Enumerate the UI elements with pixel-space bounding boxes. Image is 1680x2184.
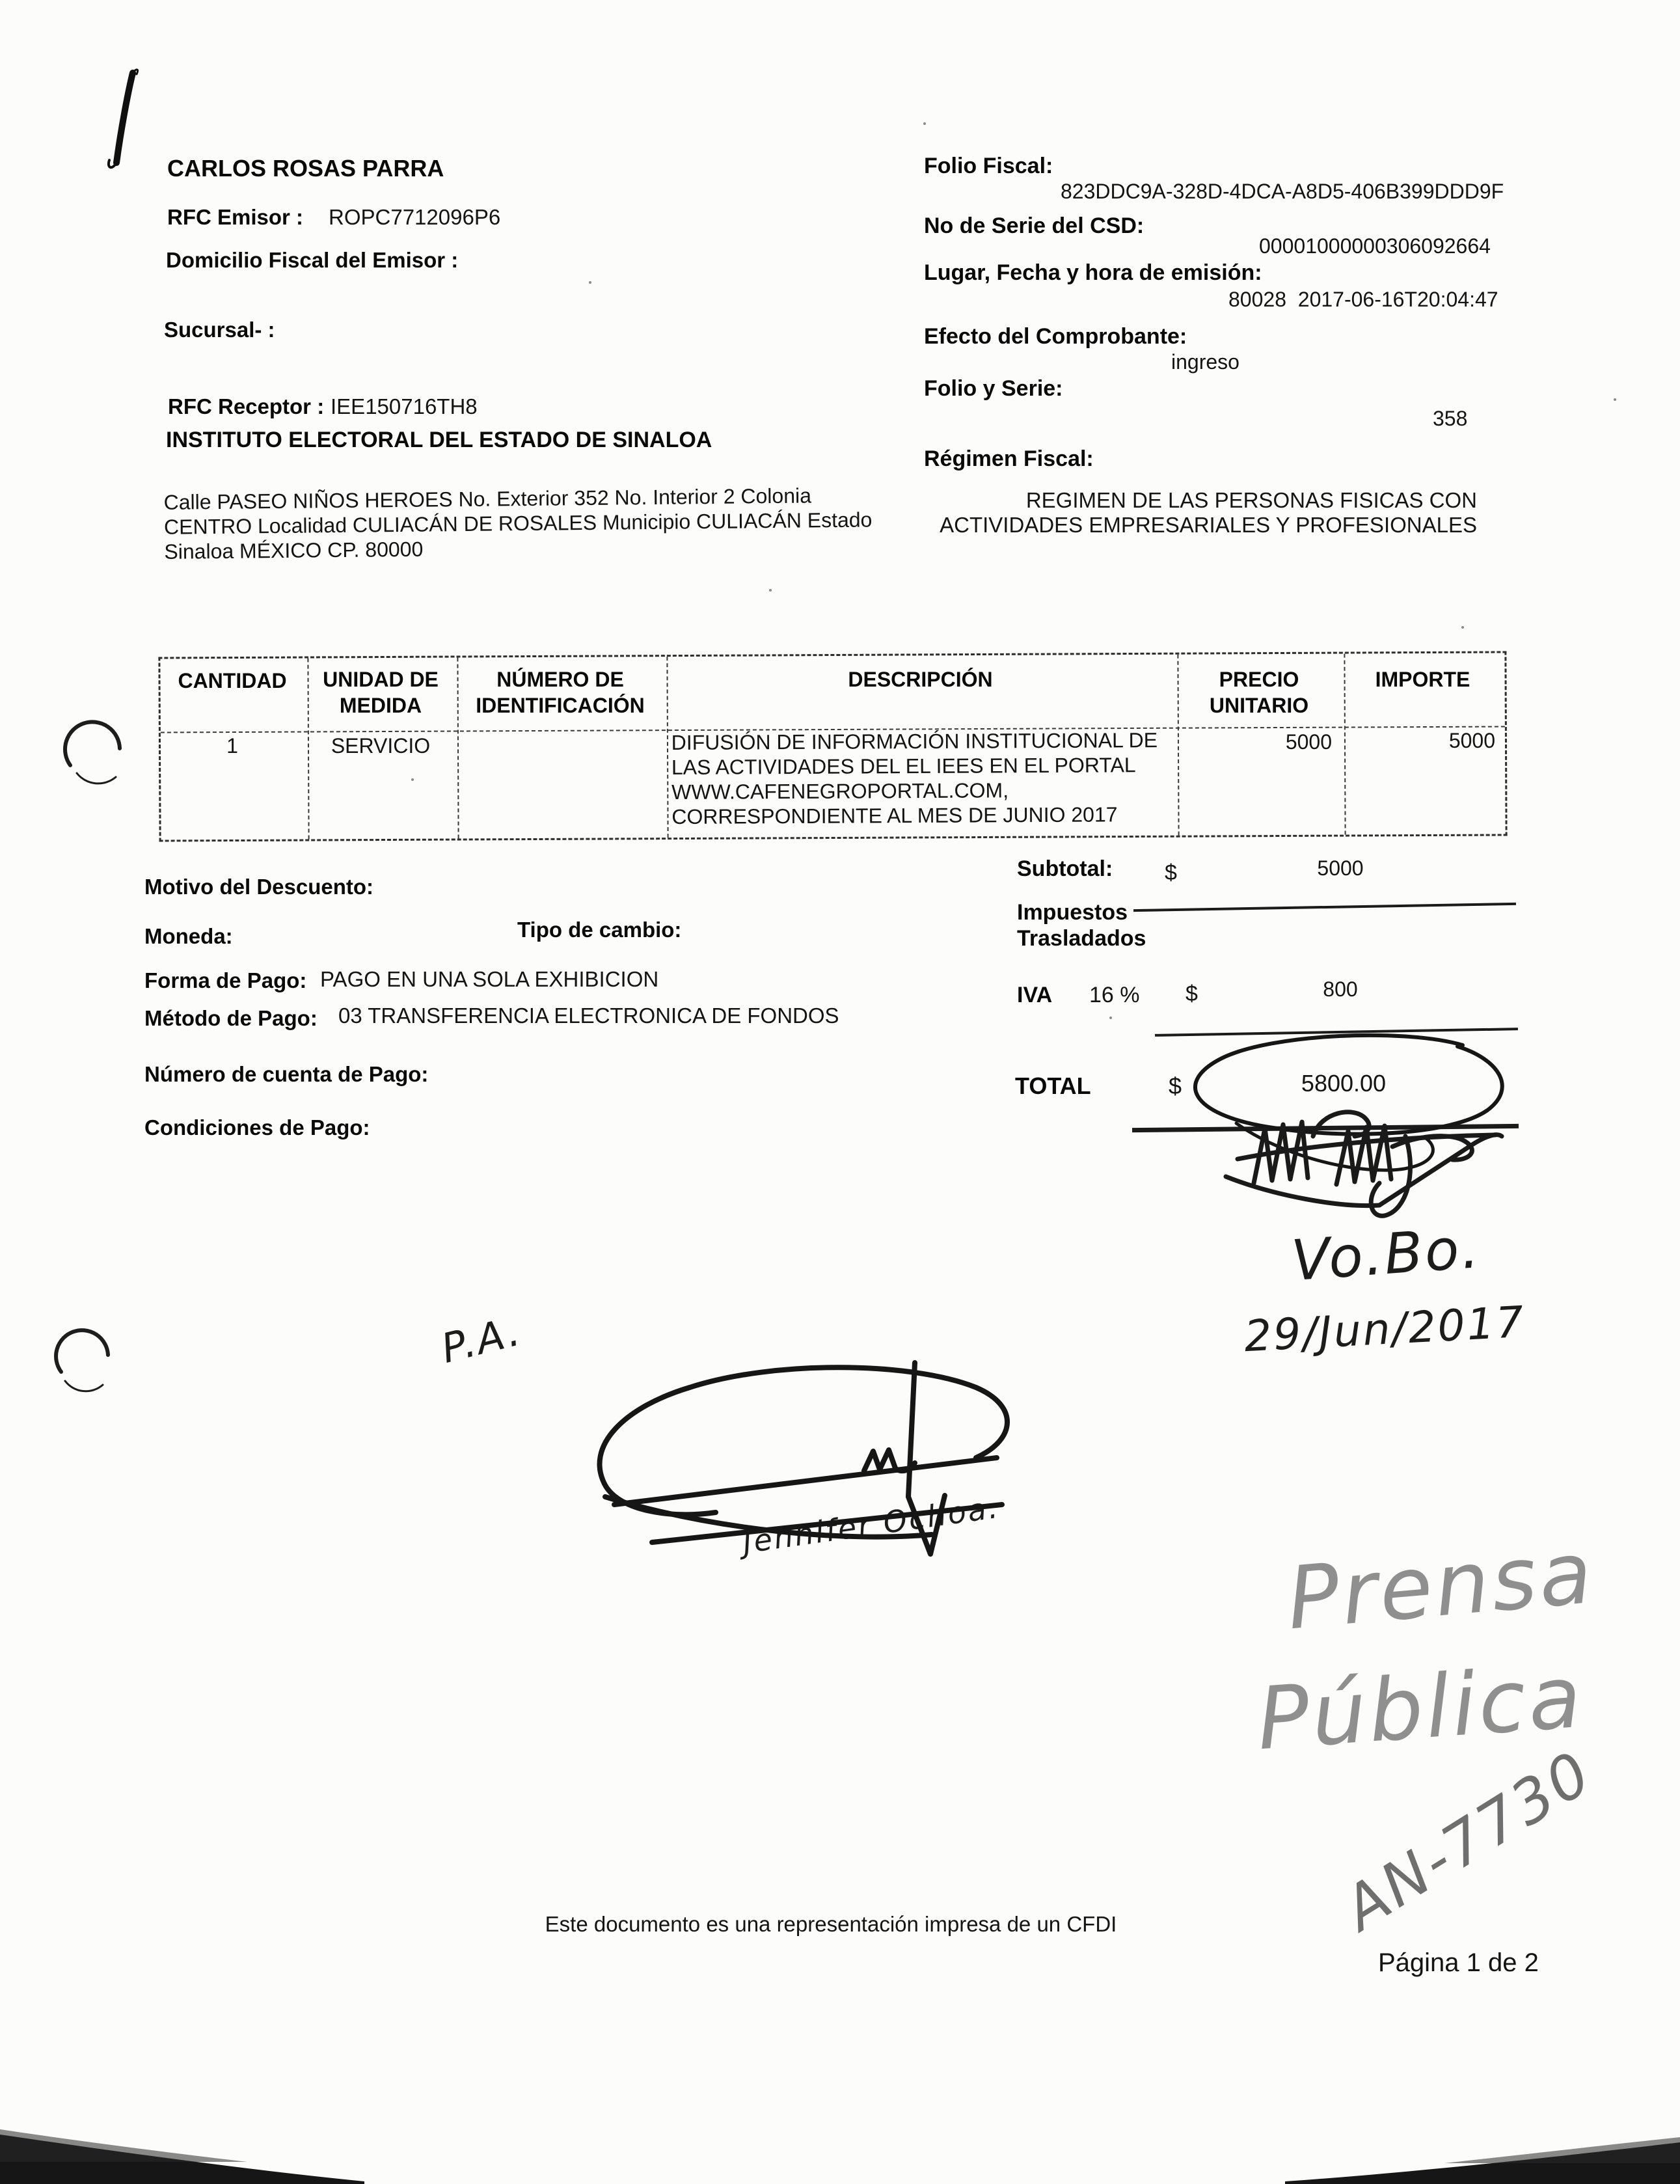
vobo-date-handwriting: 29/Jun/2017 (1243, 1296, 1527, 1362)
cuenta-pago-label: Número de cuenta de Pago: (144, 1062, 429, 1086)
receptor-name: INSTITUTO ELECTORAL DEL ESTADO DE SINALOA (166, 428, 712, 452)
regimen-value: REGIMEN DE LAS PERSONAS FISICAS CON ACTIVIDADES EMPRESARIALES Y PROFESIONALES (940, 488, 1477, 537)
row-cantidad: 1 (226, 734, 238, 758)
sucursal-label: Sucursal- : (164, 318, 275, 342)
metodo-pago-value: 03 TRANSFERENCIA ELECTRONICA DE FONDOS (338, 1003, 839, 1028)
vobo-handwriting: Vo.Bo. (1289, 1215, 1483, 1294)
pen-slash-mark (109, 70, 138, 167)
receptor-address: Calle PASEO NIÑOS HEROES No. Exterior 352 No. Interior 2 Colonia CENTRO Localidad CULIACÁN DE ROSALES Municipio CULIACÁN Estado Sinaloa MÉXICO CP. 80000 (163, 484, 873, 564)
row-descripcion: DIFUSIÓN DE INFORMACIÓN INSTITUCIONAL DE LAS ACTIVIDADES DEL EL IEES EN EL PORTAL WWW.CAFENEGROPORTAL.COM, CORRESPONDIENTE AL MES DE JUNIO 2017 (671, 728, 1158, 829)
scan-speck (589, 281, 591, 284)
lugar-fecha-value: 80028 2017-06-16T20:04:47 (1228, 288, 1498, 311)
pa-handwriting: P.A. (437, 1307, 526, 1372)
rfc-emisor-label: RFC Emisor : (167, 205, 304, 229)
rfc-receptor-value: IEE150716TH8 (331, 394, 478, 418)
rfc-emisor-value: ROPC7712096P6 (329, 205, 501, 229)
motivo-descuento-label: Motivo del Descuento: (144, 875, 374, 899)
table-header-importe: IMPORTE (1375, 668, 1470, 691)
subtotal-value: 5000 (1317, 856, 1364, 880)
cfdi-note: Este documento es una representación impresa de un CFDI (545, 1912, 1117, 1936)
iva-label: IVA (1017, 983, 1053, 1007)
punch-hole-icon (56, 722, 120, 1391)
rfc-receptor-label: RFC Receptor : (168, 394, 325, 418)
scan-speck (769, 589, 772, 592)
page-number: Página 1 de 2 (1378, 1948, 1539, 1977)
table-header-cantidad: CANTIDAD (178, 669, 287, 692)
scan-speck (1461, 626, 1464, 629)
emisor-name: CARLOS ROSAS PARRA (167, 155, 444, 182)
folio-fiscal-label: Folio Fiscal: (924, 154, 1053, 178)
domicilio-emisor-label: Domicilio Fiscal del Emisor : (166, 248, 459, 272)
signer-name-handwriting: Jennifer Ochoa. (740, 1489, 1002, 1561)
iva-rate: 16 % (1089, 983, 1140, 1007)
moneda-label: Moneda: (144, 924, 233, 948)
no-serie-csd-value: 00001000000306092664 (1259, 234, 1491, 258)
no-serie-csd-label: No de Serie del CSD: (924, 213, 1145, 238)
iva-value: 800 (1323, 977, 1358, 1001)
row-importe: 5000 (1448, 729, 1495, 752)
tipo-cambio-label: Tipo de cambio: (517, 918, 682, 942)
efecto-label: Efecto del Comprobante: (924, 324, 1187, 349)
table-header-precio: PRECIO UNITARIO (1209, 668, 1309, 717)
row-unidad: SERVICIO (331, 734, 431, 758)
lugar-fecha-label: Lugar, Fecha y hora de emisión: (924, 260, 1262, 285)
center-signature-ink (600, 1363, 1007, 1554)
folio-fiscal-value: 823DDC9A-328D-4DCA-A8D5-406B399DDD9F (1061, 180, 1504, 203)
folio-serie-label: Folio y Serie: (924, 376, 1063, 401)
table-header-unidad: UNIDAD DE MEDIDA (323, 668, 439, 717)
subtotal-label: Subtotal: (1017, 856, 1113, 881)
scan-speck (1614, 398, 1616, 401)
metodo-pago-label: Método de Pago: (144, 1006, 318, 1030)
scan-speck (411, 778, 414, 781)
subtotal-currency: $ (1165, 860, 1177, 885)
regimen-label: Régimen Fiscal: (924, 446, 1094, 471)
pencil-code: AN-7730 (1331, 1737, 1605, 1944)
table-header-descripcion: DESCRIPCIÓN (848, 668, 993, 691)
total-label: TOTAL (1015, 1072, 1091, 1099)
total-value: 5800.00 (1301, 1070, 1387, 1097)
forma-pago-label: Forma de Pago: (144, 968, 307, 992)
total-currency: $ (1169, 1072, 1182, 1099)
forma-pago-value: PAGO EN UNA SOLA EXHIBICION (320, 967, 659, 991)
iva-currency: $ (1185, 981, 1198, 1006)
scan-edge-shadow (0, 2129, 1680, 2184)
condiciones-pago-label: Condiciones de Pago: (144, 1115, 370, 1140)
impuestos-label: Impuestos Trasladados (1017, 900, 1146, 951)
folio-serie-value: 358 (1433, 407, 1468, 430)
pencil-publica: Pública (1254, 1646, 1587, 1770)
table-header-numero: NÚMERO DE IDENTIFICACIÓN (476, 668, 645, 717)
scan-speck (1109, 1017, 1112, 1019)
row-precio-unitario: 5000 (1285, 730, 1332, 754)
scan-speck (923, 122, 926, 125)
pencil-prensa: Prensa (1283, 1522, 1599, 1650)
efecto-value: ingreso (1171, 350, 1240, 374)
